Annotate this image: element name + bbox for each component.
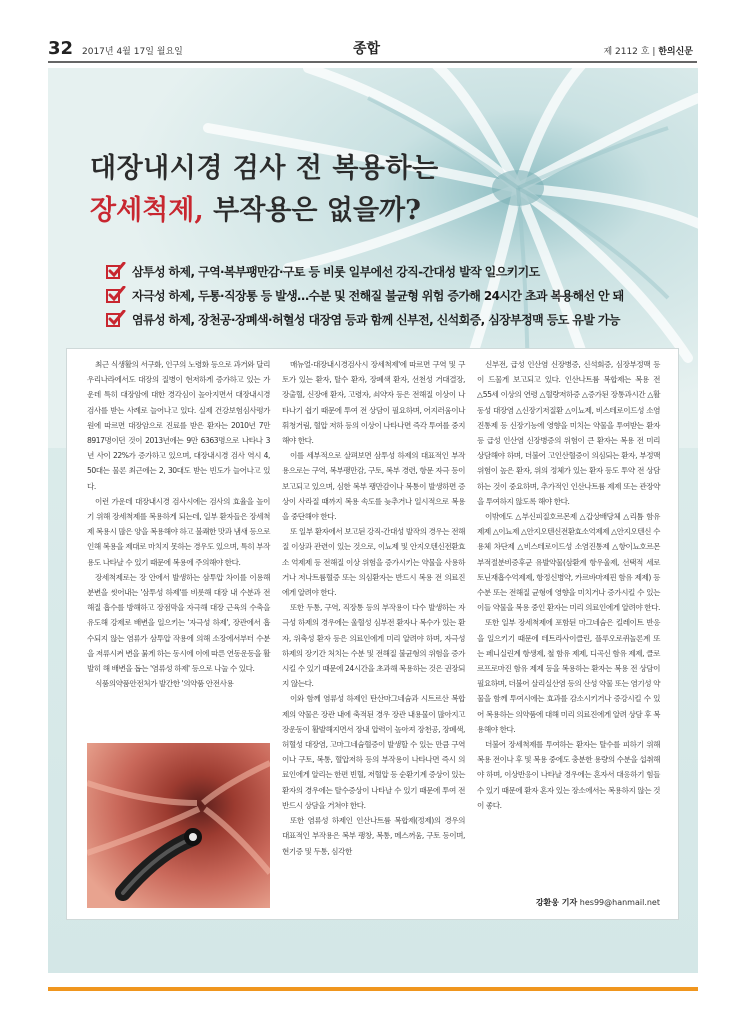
byline bbox=[477, 897, 660, 908]
checkbox-icon bbox=[106, 286, 126, 304]
paragraph: 또한 일부 장세척제에 포함된 마그네슘은 킬레이트 반응을 일으키기 때문에 테트라사이클린, 플루오로퀴놀론계 또는 페니실린계 항생제, 철 함유 제제, 디곡신 함유 제제, 클로르프로마진 함유 제제 등을 복용하는 환자는 복용 전 상담이 필요하며, 더불어 살리실산염 등의 산성 약물 또는 염기성 약물을 함께 투여시에는 효과를 감소시키거나 증강시킬 수 있어 복용하는 의약품에 대해 미리 의료진에게 알려 상담 후 복용해야 한다. bbox=[477, 618, 660, 734]
checkbox-icon bbox=[106, 262, 126, 280]
issue-info: 제 2112 호 | 한의신문 bbox=[603, 47, 693, 57]
article-body bbox=[66, 348, 679, 920]
reporter-email: hes99@hanmail.net bbox=[579, 898, 660, 907]
summary-bullets bbox=[106, 262, 696, 334]
issue-date: 2017년 4월 17일 월요일 bbox=[82, 47, 183, 57]
headline-line1: 대장내시경 검사 전 복용하는 bbox=[90, 153, 439, 184]
paragraph: 최근 식생활의 서구화, 인구의 노령화 등으로 과거와 달리 우리나라에서도 대장의 질병이 현저하게 증가하고 있는 가운데 특히 대장암에 대한 경각심이 높아지면서 대장내시경 검사를 받는 사례로 늘어나고 있다. 실제 건강보험심사평가원에 따르면 대장암으로 진료를 받은 환자는 2010년 7만 8917명이던 것이 2013년에는 9만 6363명으로 나타나 3년 사이 22%가 증가하고 있으며, 대장내시경 검사 역시 4, 50대는 물론 최근에는 2, 30대도 받는 빈도가 늘어나고 있다. bbox=[87, 360, 270, 491]
newspaper-name: 한의신문 bbox=[658, 47, 693, 57]
paragraph: 신부전, 급성 인산염 신장병증, 신석회증, 심장부정맥 등이 드물게 보고되고 있다. 인산나트륨 복합제는 복용 전 △55세 이상의 연령 △혈량저하증 △증가된 장통과시간 △활동성 대장염 △신장기저질환 △이뇨제, 비스테로이드성 소염진통제 등 신장기능에 영향을 미치는 약물을 투여받는 환자 등 급성 인산염 신장병증의 위험이 큰 환자는 복용 전 미리 상담해야 하며, 더불어 고인산혈증이 의심되는 환자, 부정맥 위험이 높은 환자, 위의 정체가 있는 환자 등도 투약 전 상담하는 것이 중요하며, 추가적인 인산나트륨 제제 또는 관장약을 투여하지 않도록 해야 한다. bbox=[477, 360, 660, 506]
paragraph: 장세척제로는 장 안에서 발생하는 삼투압 차이를 이용해 분변을 씻어내는 '삼투성 하제'를 비롯해 대장 내 수분과 전해질 흡수를 방해하고 장점막을 자극해 대장 근육의 수축을 유도해 강제로 배변을 일으키는 '자극성 하제', 장관에서 흡수되지 않는 염류가 삼투압 작용에 의해 소장에서부터 수분을 저류시켜 변을 묽게 하는 동시에 이에 따른 연동운동을 활발히 해 배변을 돕는 '염류성 하제' 등으로 나눌 수 있다. bbox=[87, 572, 270, 674]
bullet-item bbox=[106, 286, 696, 308]
paragraph: 또한 염류성 하제인 인산나트륨 복합제(정제)의 경우의 대표적인 부작용은 복부 팽창, 복통, 메스꺼움, 구토 등이며, 현기증 및 두통, 심각한 bbox=[282, 816, 465, 856]
headline-highlight: 장세척제, bbox=[90, 195, 204, 226]
bullet-text: 삼투성 하제, 구역·복부팽만감·구토 등 비롯 일부에선 강직-간대성 발작 일으키기도 bbox=[132, 265, 540, 279]
bullet-item bbox=[106, 310, 696, 332]
paragraph: 식품의약품안전처가 발간한 '의약품 안전사용 bbox=[95, 679, 234, 689]
endoscope-photo bbox=[87, 743, 270, 908]
issue-number: 제 2112 호 bbox=[603, 47, 650, 57]
bullet-item bbox=[106, 262, 696, 284]
footer-bar bbox=[48, 987, 698, 991]
checkbox-icon bbox=[106, 310, 126, 328]
paragraph: 또 일부 환자에서 보고된 강직-간대성 발작의 경우는 전해질 이상과 관련이 있는 것으로, 이뇨제 및 안지오텐신전환효소 억제제 등 전해질 이상 위험을 증가시키는 약물을 사용하거나 저나트륨혈증 또는 의심환자는 반드시 복용 전 의료진에게 알려야 한다. bbox=[282, 527, 465, 598]
paragraph: 이런 가운데 대장내시경 검사시에는 검사의 효율을 높이기 위해 장세척제를 복용하게 되는데, 일부 환자들은 장세척제 복용시 많은 양을 복용해야 하고 불쾌한 맛과 냄새 등으로 인해 복용을 제대로 마치지 못하는 경우도 있으며, 특히 부작용도 나타날 수 있기 때문에 복용에 주의해야 한다. bbox=[87, 496, 270, 567]
paragraph: 또한 두통, 구역, 직장통 등의 부작용이 다수 발생하는 자극성 하제의 경우에는 울혈성 심부전 환자나 복수가 있는 환자, 위축성 환자 등은 의료인에게 미리 알려야 하며, 자극성 하제의 장기간 처치는 수분 및 전해질 불균형의 위험을 증가시킬 수 있기 때문에 24시간을 초과해 복용하는 것은 권장되지 않는다. bbox=[282, 603, 465, 689]
masthead bbox=[0, 0, 745, 62]
header-rule bbox=[48, 61, 697, 63]
paragraph: 매뉴얼-대장내시경검사시 장세척제'에 따르면 구역 및 구토가 있는 환자, 탈수 환자, 장폐색 환자, 선천성 거대결장, 장출혈, 신장애 환자, 고령자, 쇠약자 등은 전해질 이상이 나타나기 쉽기 때문에 투여 전 상담이 필요하며, 어지러움이나 휘청거림, 혈압 저하 등의 이상이 나타나면 즉각 투여를 중지해야 한다. bbox=[282, 360, 465, 446]
bullet-text: 자극성 하제, 두통·직장통 등 발생…수분 및 전해질 불균형 위험 증가해 24시간 초과 복용해선 안 돼 bbox=[132, 289, 624, 303]
page-number: 32 bbox=[48, 38, 74, 59]
paragraph: 이를 세부적으로 살펴보면 삼투성 하제의 대표적인 부작용으로는 구역, 복부팽만감, 구토, 복부 경련, 항문 자극 등이 보고되고 있으며, 심한 복부 팽만감이나 복통이 발생하면 증상이 사라질 때까지 복용 속도를 늦추거나 일시적으로 복용을 중단해야 한다. bbox=[282, 451, 465, 522]
bullet-text: 염류성 하제, 장천공·장폐색·허혈성 대장염 등과 함께 신부전, 신석회증, 심장부정맥 등도 유발 가능 bbox=[132, 313, 620, 327]
article-column-3 bbox=[477, 357, 660, 813]
paragraph: 이와 함께 염류성 하제인 탄산마그네슘과 시트르산 복합제의 약물은 장관 내에 축적된 경우 장관 내용물이 많아지고 장운동이 활발해지면서 장내 압력이 높아져 장천공, 장폐색, 허혈성 대장염, 고마그네슘혈증이 발생할 수 있는 만큼 구역이나 구토, 복통, 혈압저하 등의 부작용이 나타나면 즉시 의료인에게 알리는 한편 빈혈, 저혈압 등 순환기계 증상이 있는 환자의 경우에는 탈수증상이 나타날 수 있기 때문에 투여 전 반드시 상담을 거쳐야 한다. bbox=[282, 694, 465, 810]
headline-line2-rest: 부작용은 없을까? bbox=[203, 195, 421, 226]
article-column-1 bbox=[87, 357, 270, 691]
paragraph: 이밖에도 △부신피질호르몬제 △갑상배당체 △리튬 함유 제제 △이뇨제 △안지오텐신전환효소억제제 △안지오텐신 수용체 차단제 △비스테로이드성 소염진통제 △항이뇨호르몬부적절분비증후군 유발약물(삼환계 항우울제, 선택적 세로토닌재흡수억제제, 항정신병약, 카르바마제핀 함유 제제) 등 수분 또는 전해질 균형에 영향을 미치거나 증가시킬 수 있는 이들 약물을 복용 중인 환자는 미리 의료인에게 알려야 한다. bbox=[477, 512, 660, 613]
paragraph: 더불어 장세척제를 투여하는 환자는 탈수를 피하기 위해 복용 전이나 후 및 복용 중에도 충분한 용량의 수분을 섭취해야 하며, 이상반응이 나타날 경우에는 혼자서 대응하기 힘들 수 있기 때문에 환자 혼자 있는 장소에서는 복용하지 않는 것이 좋다. bbox=[477, 740, 660, 810]
section-title: 종합 bbox=[353, 41, 381, 57]
headline-line2 bbox=[90, 188, 421, 227]
article-column-2 bbox=[282, 357, 465, 859]
reporter-name: 강환웅 기자 bbox=[535, 898, 578, 907]
